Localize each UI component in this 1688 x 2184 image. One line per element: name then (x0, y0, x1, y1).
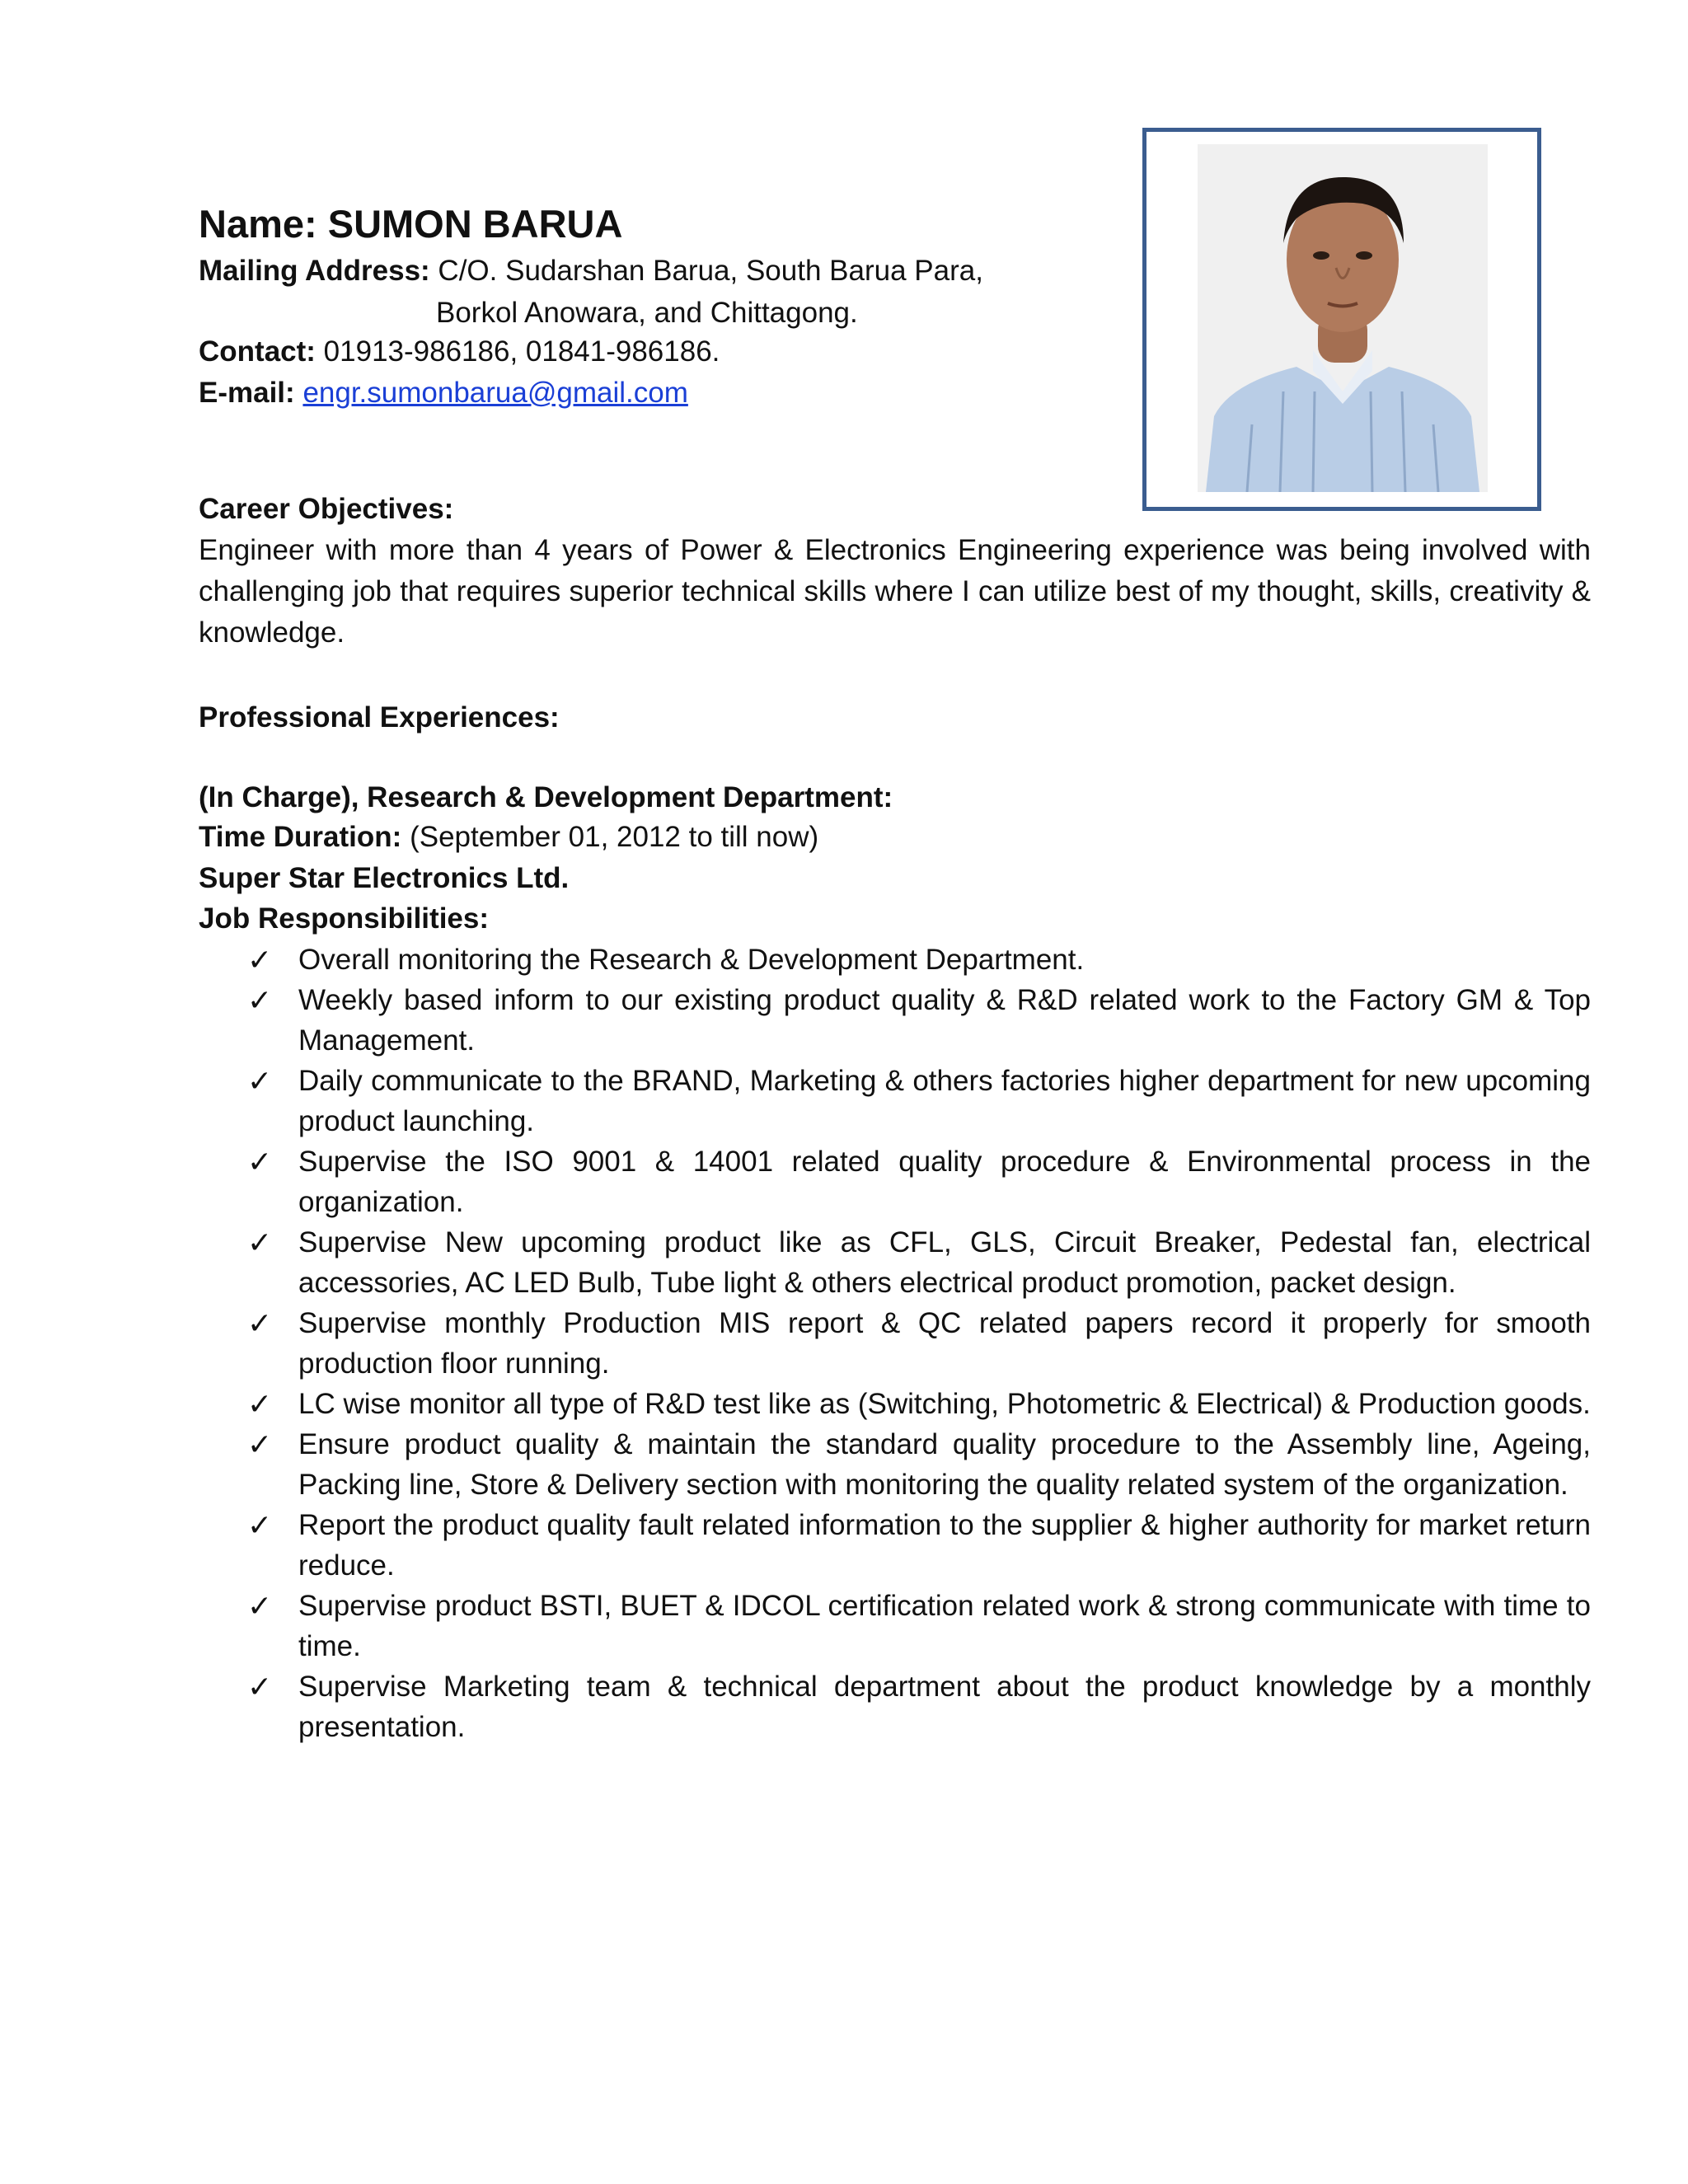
time-duration-value: (September 01, 2012 to till now) (410, 821, 819, 853)
check-icon: ✓ (247, 1427, 273, 1461)
list-item (247, 980, 1591, 1061)
list-item (247, 1141, 1591, 1222)
job-responsibilities-heading: Job Responsibilities: (199, 902, 489, 935)
responsibility-text: Supervise New upcoming product like as CFL, GLS, Circuit Breaker, Pedestal fan, electrical accessories, AC LED Bulb, Tube light & others electrical product promotion, packet design. (298, 1226, 1591, 1299)
responsibility-text: Ensure product quality & maintain the standard quality procedure to the Assembly line, Ageing, Packing line, Store & Delivery section with monitoring the quality related system of the organization. (298, 1428, 1591, 1501)
contact-label: Contact: (199, 335, 316, 368)
mailing-address-line2: Borkol Anowara, and Chittagong. (436, 297, 858, 329)
email-link[interactable]: engr.sumonbarua@gmail.com (302, 377, 688, 409)
list-item (247, 1424, 1591, 1505)
name-heading: Name: SUMON BARUA (199, 202, 623, 246)
responsibility-text: Supervise the ISO 9001 & 14001 related quality procedure & Environmental process in the organization. (298, 1146, 1591, 1218)
responsibility-text: Supervise monthly Production MIS report & QC related papers record it properly for smooth production floor running. (298, 1307, 1591, 1380)
time-duration-label: Time Duration: (199, 821, 402, 853)
list-item (247, 1384, 1591, 1424)
check-icon: ✓ (247, 1508, 273, 1542)
contact-value: 01913-986186, 01841-986186. (323, 335, 720, 368)
mailing-address-line1: C/O. Sudarshan Barua, South Barua Para, (438, 255, 983, 287)
check-icon: ✓ (247, 943, 273, 977)
career-objectives-heading: Career Objectives: (199, 493, 454, 525)
person-portrait-icon (1198, 144, 1488, 492)
mailing-address-label: Mailing Address: (199, 255, 430, 287)
list-item (247, 1303, 1591, 1384)
email-label: E-mail: (199, 377, 295, 409)
list-item (247, 1061, 1591, 1141)
professional-experiences-heading: Professional Experiences: (199, 701, 560, 733)
profile-photo (1198, 144, 1488, 492)
check-icon: ✓ (247, 1145, 273, 1179)
responsibility-text: Daily communicate to the BRAND, Marketing & others factories higher department for new upcoming product launching. (298, 1065, 1591, 1137)
responsibility-text: Supervise Marketing team & technical department about the product knowledge by a monthly presentation. (298, 1671, 1591, 1743)
profile-photo-frame (1142, 128, 1541, 511)
contact-line (199, 331, 720, 373)
mailing-address-line (199, 251, 983, 292)
company-name: Super Star Electronics Ltd. (199, 862, 570, 894)
check-icon: ✓ (247, 1387, 273, 1421)
responsibility-text: LC wise monitor all type of R&D test like as (Switching, Photometric & Electrical) & Production goods. (298, 1388, 1591, 1420)
check-icon: ✓ (247, 1226, 273, 1259)
list-item (247, 1586, 1591, 1666)
list-item (247, 1505, 1591, 1586)
check-icon: ✓ (247, 983, 273, 1017)
responsibility-text: Report the product quality fault related information to the supplier & higher authority for market return reduce. (298, 1509, 1591, 1582)
email-line (199, 373, 688, 414)
check-icon: ✓ (247, 1589, 273, 1623)
responsibility-text: Supervise product BSTI, BUET & IDCOL certification related work & strong communicate with time to time. (298, 1590, 1591, 1662)
responsibility-text: Weekly based inform to our existing product quality & R&D related work to the Factory GM & Top Management. (298, 984, 1591, 1057)
check-icon: ✓ (247, 1306, 273, 1340)
career-objectives-text: Engineer with more than 4 years of Power & Electronics Engineering experience was being involved with challenging job that requires superior technical skills where I can utilize best of my thought, skills, creativity & knowledge. (199, 534, 1591, 649)
responsibility-text: Overall monitoring the Research & Development Department. (298, 944, 1085, 976)
check-icon: ✓ (247, 1670, 273, 1704)
check-icon: ✓ (247, 1064, 273, 1098)
list-item (247, 940, 1591, 980)
list-item (247, 1666, 1591, 1747)
time-duration-line (199, 817, 818, 858)
job-responsibilities-list (247, 940, 1591, 1747)
list-item (247, 1222, 1591, 1303)
position-title: (In Charge), Research & Development Department: (199, 781, 893, 813)
